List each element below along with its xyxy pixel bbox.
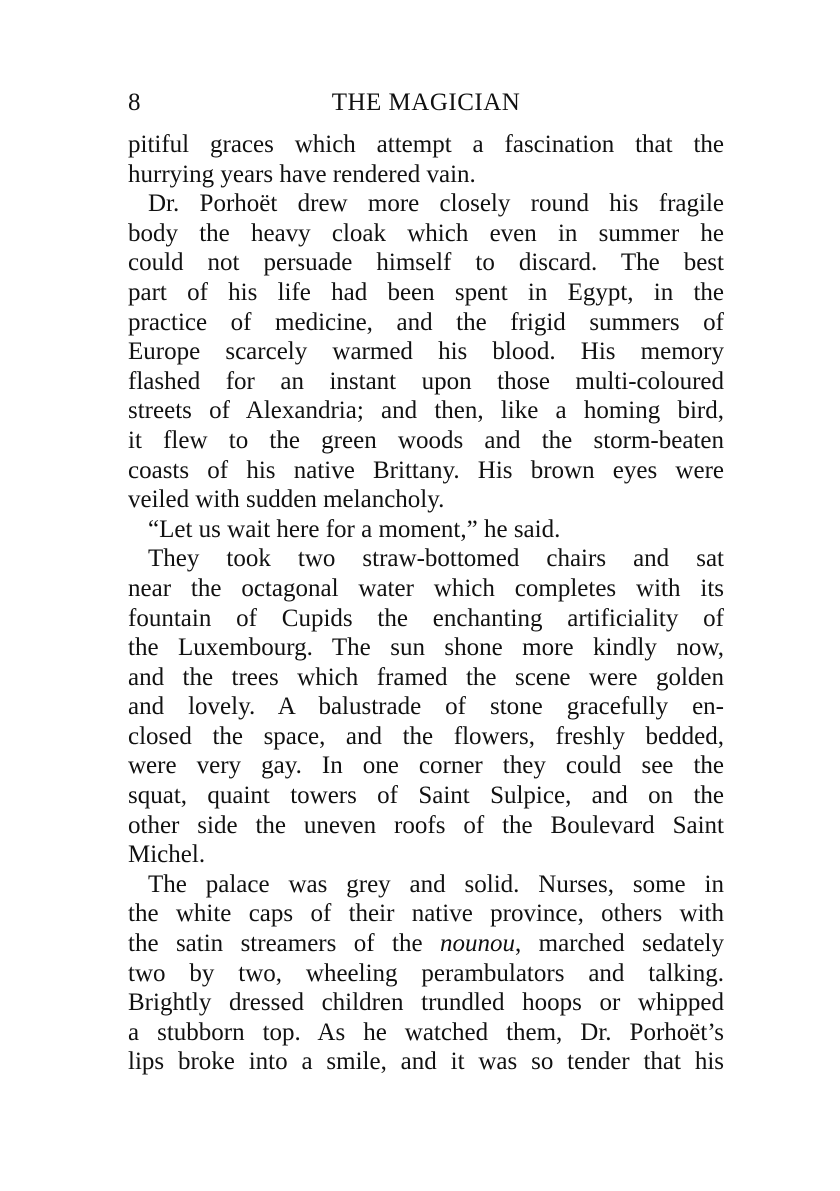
text-line: streets of Alexandria; and then, like a homing bird,: [128, 397, 724, 425]
running-title: THE MAGICIAN: [331, 89, 521, 116]
text-line: Michel.: [128, 841, 206, 869]
text-line: “Let us wait here for a moment,” he said.: [148, 515, 561, 543]
page-header: [128, 86, 724, 120]
text-line: Dr. Porhoët drew more closely round his fragile: [148, 190, 724, 218]
italic-word: nounou: [439, 930, 515, 958]
text-line: the Luxembourg. The sun shone more kindly now,: [128, 634, 724, 662]
text-line: part of his life had been spent in Egypt, in the: [128, 278, 724, 306]
text-line: They took two straw-bottomed chairs and sat: [148, 545, 724, 573]
text-line: were very gay. In one corner they could see the: [128, 752, 724, 780]
text-line: veiled with sudden melancholy.: [128, 486, 445, 514]
text-line: the white caps of their native province, others with: [128, 900, 724, 928]
text-line: lips broke into a smile, and it was so tender that his: [128, 1048, 724, 1076]
text-line: flashed for an instant upon those multi-coloured: [128, 367, 724, 395]
text-line: coasts of his native Brittany. His brown eyes were: [128, 456, 724, 484]
text-line: squat, quaint towers of Saint Sulpice, and on the: [128, 782, 724, 810]
text-span: , marched sedately: [514, 930, 724, 958]
text-line: and the trees which framed the scene were golden: [128, 663, 724, 691]
body-text: [128, 130, 724, 1077]
text-line: [128, 929, 724, 959]
text-line: Europe scarcely warmed his blood. His memory: [128, 338, 724, 366]
text-line: near the octagonal water which completes with its: [128, 574, 724, 602]
text-line: could not persuade himself to discard. The best: [128, 249, 724, 277]
text-line: and lovely. A balustrade of stone gracefully en-: [128, 693, 724, 721]
text-line: two by two, wheeling perambulators and talking.: [128, 959, 724, 987]
text-line: pitiful graces which attempt a fascination that the: [128, 131, 724, 158]
text-line: Brightly dressed children trundled hoops or whipped: [128, 989, 724, 1017]
text-line: a stubborn top. As he watched them, Dr. Porhoët’s: [128, 1018, 724, 1046]
text-line: closed the space, and the flowers, freshly bedded,: [128, 722, 724, 750]
text-line: practice of medicine, and the frigid summers of: [128, 308, 724, 336]
text-line: fountain of Cupids the enchanting artificiality of: [128, 604, 724, 632]
text-line: it flew to the green woods and the storm-beaten: [128, 426, 724, 454]
text-line: hurrying years have rendered vain.: [128, 160, 476, 188]
text-line: The palace was grey and solid. Nurses, some in: [148, 870, 724, 898]
text-line: other side the uneven roofs of the Boulevard Saint: [128, 811, 724, 839]
text-line: body the heavy cloak which even in summer he: [128, 219, 724, 247]
page-number: 8: [128, 89, 141, 116]
text-span: the satin streamers of the: [128, 930, 440, 958]
